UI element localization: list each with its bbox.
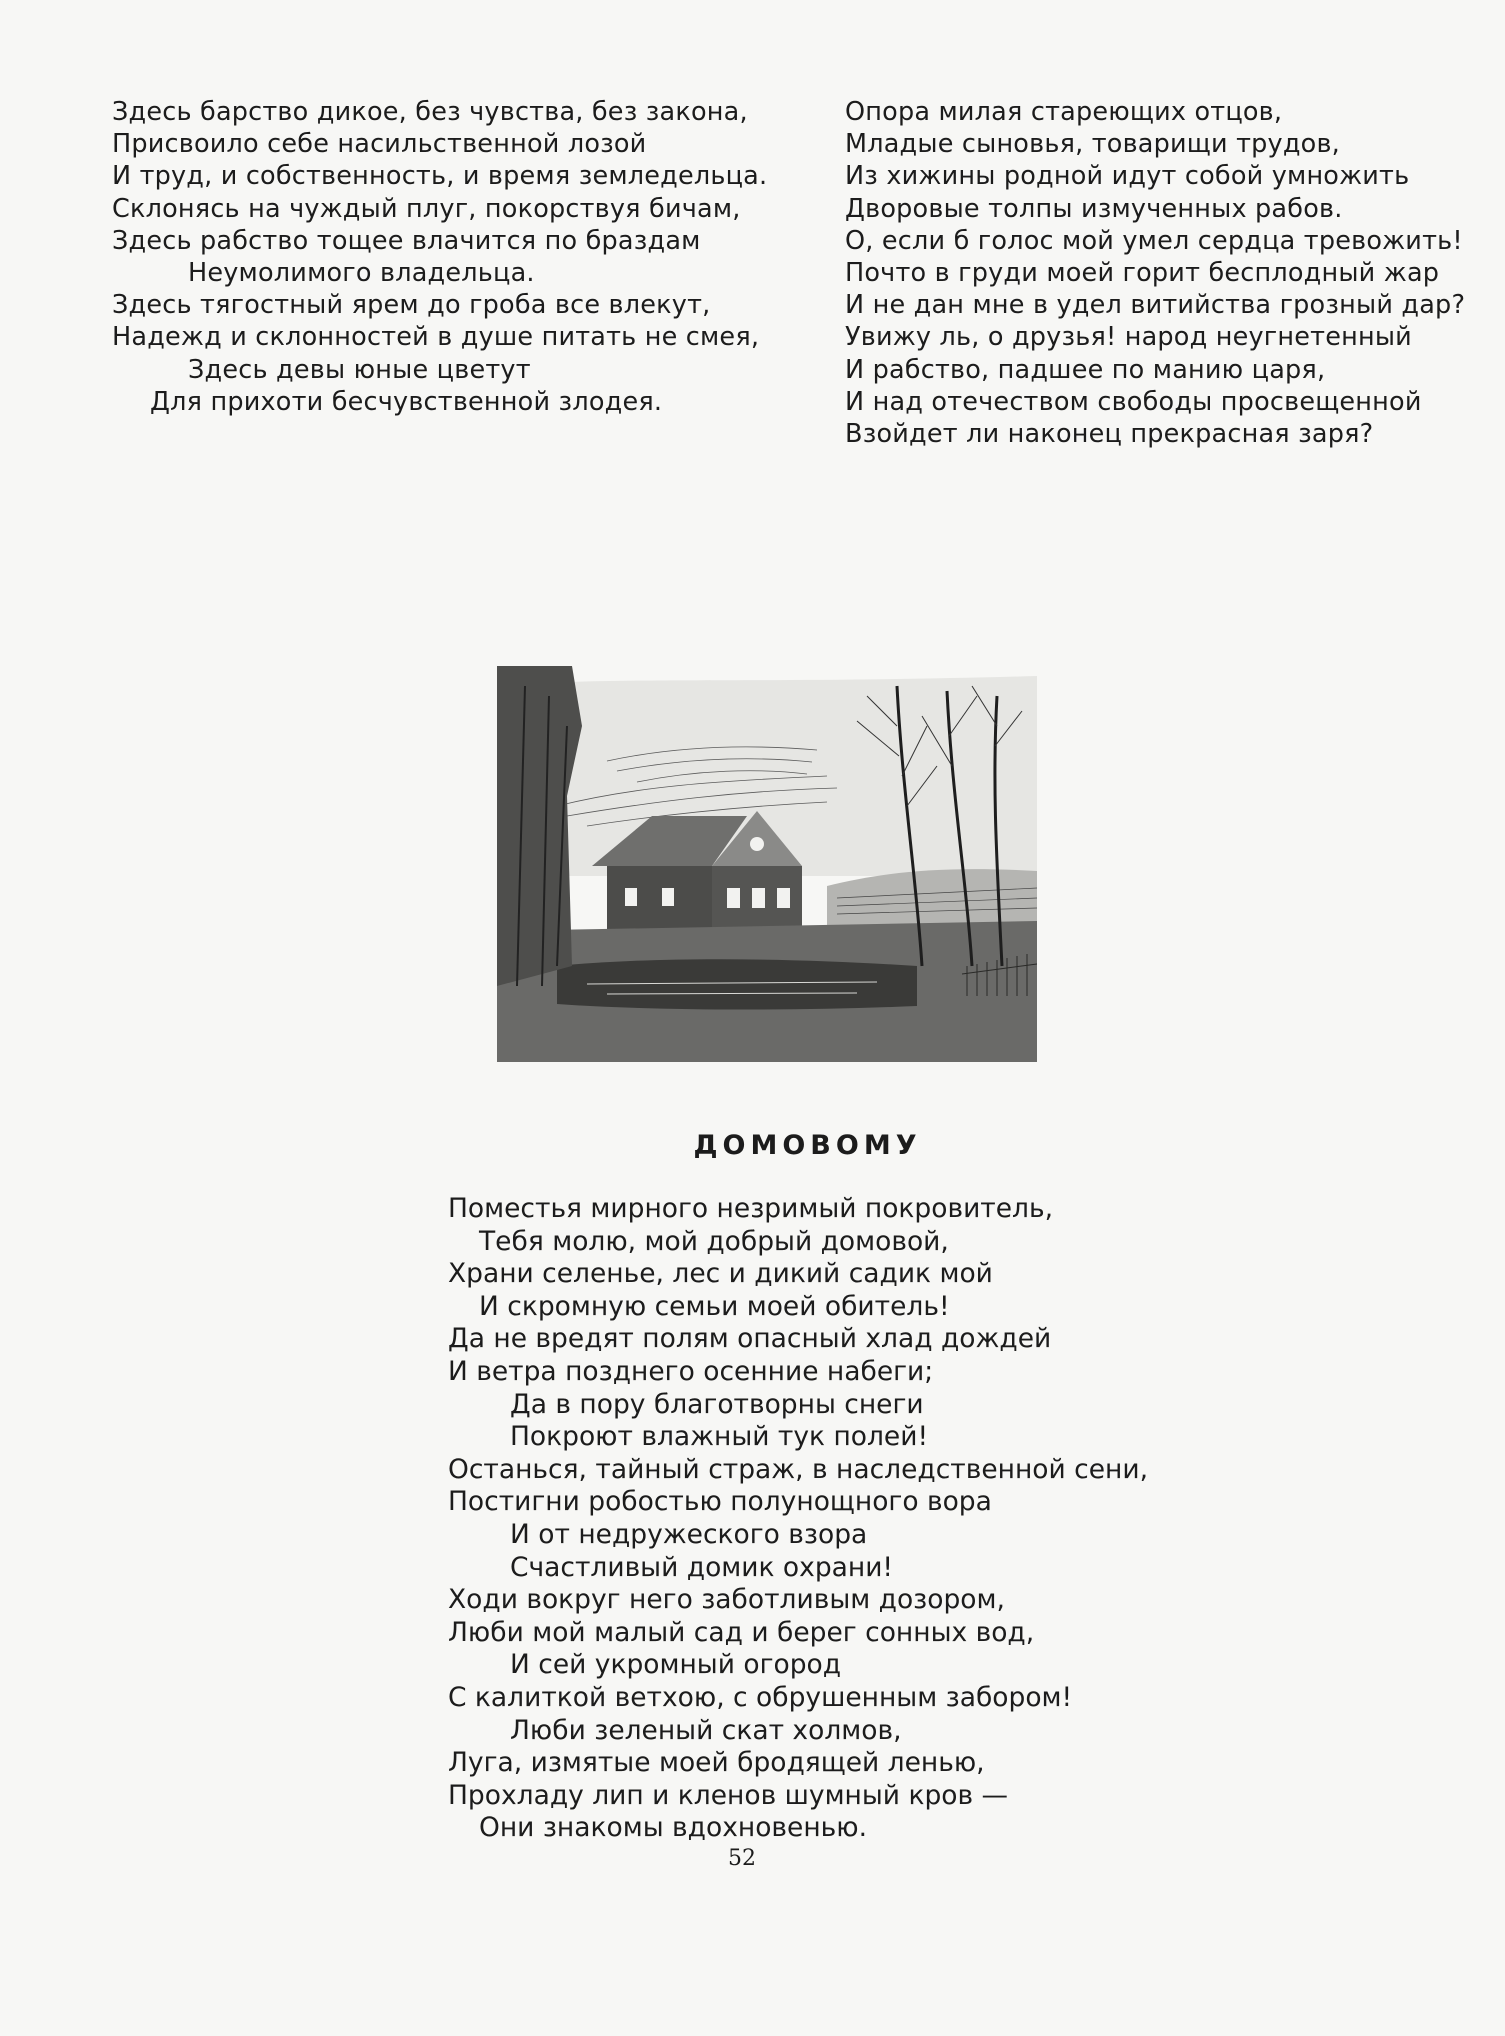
verse-line: Склонясь на чуждый плуг, покорствуя бичам, xyxy=(112,193,741,224)
verse-line: Присвоило себе насильственной лозой xyxy=(112,129,647,160)
verse-line: И не дан мне в удел витийства грозный дар? xyxy=(845,290,1466,321)
verse-line: Опора милая стареющих отцов, xyxy=(845,97,1283,127)
verse-line: Из хижины родной идут собой умножить xyxy=(845,161,1410,192)
verse-line: Здесь тягостный ярем до гроба все влекут, xyxy=(112,290,711,321)
verse-line: Прохладу лип и кленов шумный кров — xyxy=(448,1779,1009,1811)
verse-line: О, если б голос мой умел сердца тревожить! xyxy=(845,225,1463,256)
page-number: 52 xyxy=(728,1846,756,1871)
poem-title: ДОМОВОМУ xyxy=(693,1130,922,1161)
verse-line: И от недружеского взора xyxy=(510,1518,868,1550)
verse-line: Почто в груди моей горит бесплодный жар xyxy=(845,258,1440,289)
verse-line: Останься, тайный страж, в наследственной сени, xyxy=(448,1453,1149,1485)
verse-line: Дворовые толпы измученных рабов. xyxy=(845,193,1343,224)
left-column-verse xyxy=(112,96,812,418)
verse-line: Поместья мирного незримый покровитель, xyxy=(448,1193,1054,1224)
verse-line: Покроют влажный тук полей! xyxy=(510,1421,929,1453)
verse-line: Здесь барство дикое, без чувства, без закона, xyxy=(112,97,748,127)
verse-line: И труд, и собственность, и время земледельца. xyxy=(112,161,768,192)
verse-line: Тебя молю, мой добрый домовой, xyxy=(479,1225,949,1257)
verse-line: Ходи вокруг него заботливым дозором, xyxy=(448,1584,1005,1616)
verse-line: Здесь девы юные цветут xyxy=(188,354,531,385)
verse-line: Да в пору благотворны снеги xyxy=(510,1388,924,1420)
verse-line: И ветра позднего осенние набеги; xyxy=(448,1355,934,1387)
verse-line: И над отечеством свободы просвещенной xyxy=(845,386,1422,417)
verse-line: Взойдет ли наконец прекрасная заря? xyxy=(845,419,1374,450)
verse-line: Люби зеленый скат холмов, xyxy=(510,1714,902,1746)
verse-line: Увижу ль, о друзья! народ неугнетенный xyxy=(845,322,1412,353)
verse-line: Для прихоти бесчувственной злодея. xyxy=(150,386,663,417)
verse-line: Луга, измятые моей бродящей ленью, xyxy=(448,1747,985,1779)
verse-line: С калиткой ветхою, с обрушенным забором! xyxy=(448,1681,1073,1713)
verse-line: Счастливый домик охрани! xyxy=(510,1551,894,1583)
poem-body xyxy=(448,1193,1148,1845)
verse-line: Постигни робостью полунощного вора xyxy=(448,1486,992,1518)
verse-line: Да не вредят полям опасный хлад дождей xyxy=(448,1323,1052,1355)
verse-line: И скромную семьи моей обитель! xyxy=(479,1290,950,1322)
verse-line: Они знакомы вдохновенью. xyxy=(479,1812,868,1844)
right-column-verse xyxy=(845,96,1485,450)
verse-line: И рабство, падшее по манию царя, xyxy=(845,354,1326,385)
verse-line: И сей укромный огород xyxy=(510,1649,842,1681)
verse-line: Надежд и склонностей в душе питать не смея, xyxy=(112,322,760,353)
verse-line: Младые сыновья, товарищи трудов, xyxy=(845,129,1340,160)
verse-line: Неумолимого владельца. xyxy=(188,258,535,289)
verse-line: Здесь рабство тощее влачится по браздам xyxy=(112,225,701,256)
engraving-illustration-house xyxy=(497,666,1037,1062)
verse-line: Люби мой малый сад и берег сонных вод, xyxy=(448,1616,1035,1648)
verse-line: Храни селенье, лес и дикий садик мой xyxy=(448,1258,993,1290)
